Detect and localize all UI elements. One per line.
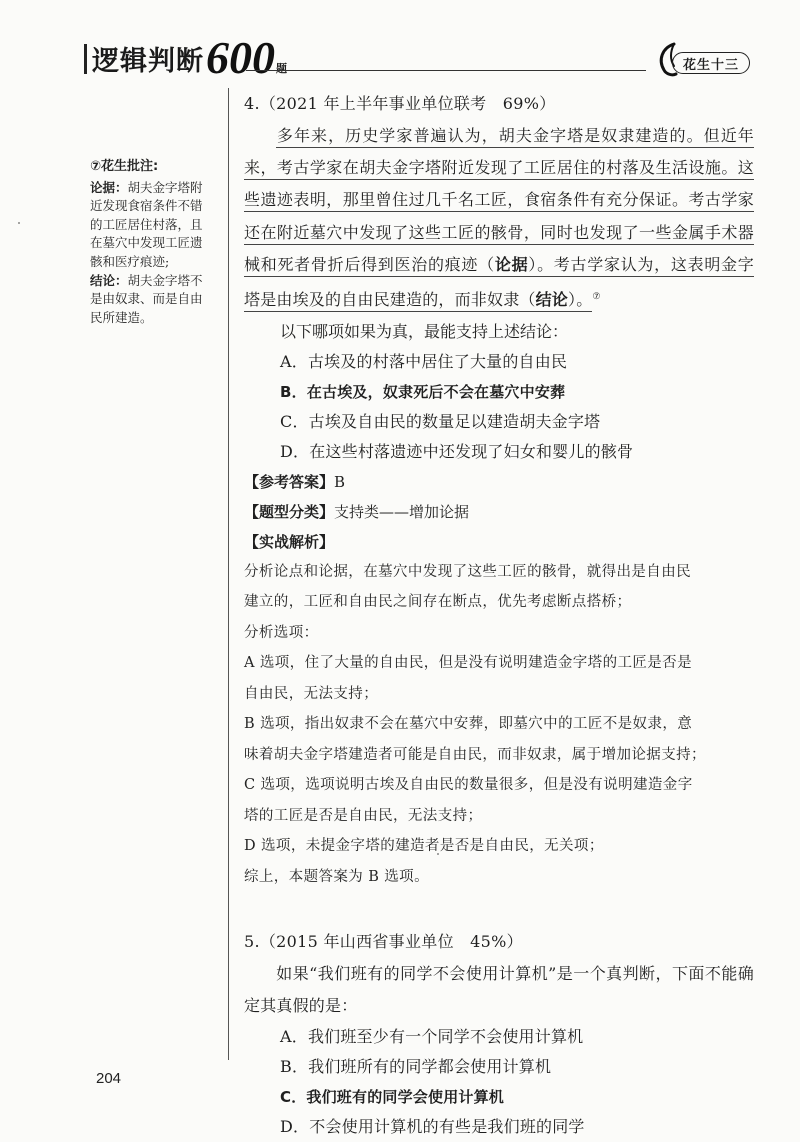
page-number: 204: [96, 1070, 122, 1087]
book-title-text: 逻辑判断: [92, 46, 204, 77]
side-annotation-line: 结论：胡夫金字塔不: [90, 272, 203, 288]
scan-speck: [18, 222, 20, 224]
side-annotation-line: 近发现食宿条件不错: [90, 198, 203, 214]
book-title-number: 600: [206, 32, 275, 83]
question-4-option-b: B．在古埃及，奴隶死后不会在墓穴中安葬: [280, 382, 566, 401]
main-content: [244, 92, 754, 1142]
column-divider: [228, 88, 229, 1060]
question-5-option-d: D．不会使用计算机的有些是我们班的同学: [280, 1117, 585, 1137]
side-annotation: [90, 158, 218, 327]
answer-value: B: [334, 472, 346, 491]
question-4-option-d: D．在这些村落遗迹中还发现了妇女和婴儿的骸骨: [280, 441, 634, 461]
analysis-line: 自由民，无法支持；: [244, 685, 379, 702]
type-value: 支持类——增加论据: [334, 502, 470, 521]
question-5-header: 5.（2015 年山西省事业单位 45%）: [244, 932, 523, 952]
side-annotation-title: ⑦花生批注:: [90, 159, 159, 174]
question-4-option-c: C．古埃及自由民的数量足以建造胡夫金字塔: [280, 411, 601, 431]
analysis-line: 建立的，工匠和自由民之间存在断点，优先考虑断点搭桥；: [244, 594, 632, 611]
question-4-stem: [244, 120, 754, 317]
type-line: 【题型分类】支持类——增加论据: [244, 502, 470, 521]
question-5-option-a: A．我们班至少有一个同学不会使用计算机: [280, 1027, 584, 1047]
analysis-line: 塔的工匠是否是自由民，无法支持；: [244, 807, 483, 824]
side-annotation-line: 在墓穴中发现工匠遗: [90, 235, 203, 251]
book-title-suffix: 题: [276, 62, 287, 75]
side-annotation-line: 是由奴隶、而是自由: [90, 291, 203, 307]
conclusion-tag: 结论: [535, 290, 569, 310]
analysis-heading: 【实战解析】: [244, 532, 335, 551]
analysis-line: D 选项，未提金字塔的建造者是否是自由民，无关项；: [244, 838, 604, 855]
header-rule: [246, 70, 646, 71]
question-4-prompt: 以下哪项如果为真，最能支持上述结论：: [280, 321, 569, 341]
analysis-line: A 选项，住了大量的自由民，但是没有说明建造金字塔的工匠是否是: [244, 655, 692, 672]
analysis-line: 分析论点和论据，在墓穴中发现了这些工匠的骸骨，就得出是自由民: [244, 563, 691, 580]
question-4-header: 4.（2021 年上半年事业单位联考 69%）: [244, 94, 556, 113]
analysis-line: B 选项，指出奴隶不会在墓穴中安葬，即墓穴中的工匠不是奴隶，意: [244, 716, 693, 733]
analysis-line: C 选项，选项说明古埃及自由民的数量很多，但是没有说明建造金字: [244, 777, 693, 794]
question-5-stem: 如果“我们班有的同学不会使用计算机”是一个真判断，下面不能确定其真假的是：: [244, 964, 754, 1016]
analysis-line: 分析选项：: [244, 624, 319, 641]
question-5-option-b: B．我们班所有的同学都会使用计算机: [280, 1057, 552, 1077]
side-annotation-line: 民所建造。: [90, 309, 153, 325]
header-left-tick: [84, 44, 87, 74]
evidence-tag: 论据: [494, 254, 529, 274]
side-annotation-line: 骸和医疗痕迹;: [90, 253, 170, 269]
answer-line: 【参考答案】B: [244, 472, 346, 491]
side-annotation-line: 论据：胡夫金字塔附: [90, 179, 203, 195]
stem-underlined-text: 多年来，历史学家普遍认为，胡夫金字塔是奴隶建造的。但近年来，考古学家在胡夫金字塔附近发现了工匠居住的村落及生活设施。这些遗迹表明，那里曾住过几千名工匠，食宿条件有充分保证。考古学家还在附近墓穴中发现了这些工匠的骸骨，同时也发现了一些金属手术器械和死者骨折后得到医治的痕迹（论据）。考古学家认为，这表明金字塔是由埃及的自由民建造的，而非奴隶（结论）。: [244, 126, 754, 312]
analysis-line: 综上，本题答案为 B 选项。: [244, 868, 429, 885]
question-5-option-c: C．我们班有的同学会使用计算机: [280, 1088, 505, 1107]
analysis-line: 味着胡夫金字塔建造者可能是自由民，而非奴隶，属于增加论据支持；: [244, 746, 706, 763]
book-title: [92, 32, 287, 83]
question-4-option-a: A．古埃及的村落中居住了大量的自由民: [280, 351, 568, 371]
side-annotation-line: 的工匠居住村落，且: [90, 216, 203, 232]
annotation-ref-marker: ⑦: [592, 292, 601, 303]
brand-logo: [652, 40, 752, 80]
brand-name: 花生十三: [672, 52, 750, 74]
